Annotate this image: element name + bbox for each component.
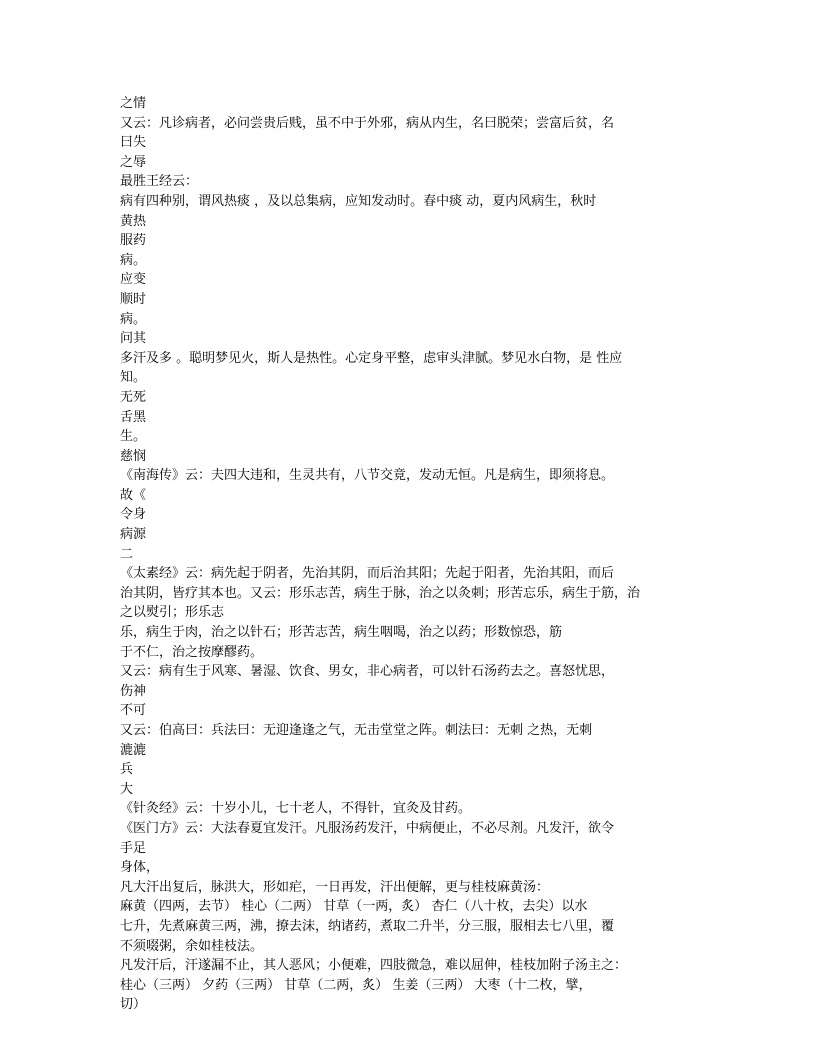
text-line: 服药	[120, 233, 147, 249]
text-line: 曰失	[120, 135, 147, 151]
text-line: 手足	[120, 840, 147, 856]
text-line: 病源	[120, 527, 147, 543]
text-line: 《南海传》云：夫四大违和，生灵共有，八节交竟，发动无恒。凡是病生，即须将息。	[120, 468, 615, 484]
text-line: 无死	[120, 389, 147, 405]
recipe-ingredients: 桂心（三两） 夕药（三两） 甘草（二两，炙） 生姜（三两） 大枣（十二枚，擘，	[120, 977, 592, 993]
text-line: 又云：病有生于风寒、暑湿、饮食、男女，非心病者，可以针石汤药去之。喜怒忧思，	[120, 664, 615, 680]
text-line: 凡发汗后，汗遂漏不止，其人恶风；小便难，四肢微急，难以屈伸，桂枝加附子汤主之：	[120, 958, 628, 974]
text-line: 慈悯	[120, 448, 147, 464]
text-line: 二	[120, 546, 134, 562]
text-line: 乐，病生于肉，治之以针石；形苦志苦，病生咽喝，治之以药；形数惊恐，筋	[120, 625, 563, 641]
text-line: 切）	[120, 997, 147, 1013]
text-line: 黄热	[120, 213, 147, 229]
text-line: 应变	[120, 272, 147, 288]
text-line: 病。	[120, 311, 147, 327]
text-line: 于不仁，治之按摩醪药。	[120, 644, 264, 660]
text-line: 《太素经》云：病先起于阴者，先治其阴，而后治其阳；先起于阳者，先治其阳，而后	[120, 566, 615, 582]
text-line: 舌黑	[120, 409, 147, 425]
text-line: 多汗及多 。聪明梦见火，斯人是热性。心定身平整，虑审头津腻。梦见水白物，是 性应	[120, 350, 623, 366]
text-line: 大	[120, 781, 134, 797]
text-line: 兵	[120, 762, 134, 778]
text-line: 《针灸经》云：十岁小儿，七十老人，不得针，宜灸及甘药。	[120, 801, 472, 817]
text-line: 不须啜粥，余如桂枝法。	[120, 938, 264, 954]
text-line: 《医门方》云：大法春夏宜发汗。凡服汤药发汗，中病便止，不必尽剂。凡发汗，欲令	[120, 820, 615, 836]
text-line: 病有四种别，谓风热痰 ，及以总集病，应知发动时。春中痰 动，夏内风病生，秋时	[120, 193, 597, 209]
text-line: 七升，先煮麻黄三两，沸，撩去沫，纳诸药，煮取二升半，分三服，服相去七八里，覆	[120, 918, 615, 934]
text-line: 伤神	[120, 683, 147, 699]
text-line: 身体，	[120, 860, 160, 876]
text-line: 又云：伯高曰：兵法曰：无迎逢逢之气，无击堂堂之阵。刺法曰：无刺 之热，无刺	[120, 723, 593, 738]
text-line: 问其	[120, 331, 147, 347]
text-line: 病。	[120, 252, 147, 268]
text-line: 之情	[120, 96, 147, 111]
recipe-ingredients: 麻黄（四两，去节） 桂心（二两） 甘草（一两，炙） 杏仁（八十枚，去尖）以水	[120, 899, 588, 915]
text-line: 凡大汗出复后，脉洪大，形如疟，一日再发，汗出便解，更与桂枝麻黄汤：	[120, 879, 550, 895]
section-heading: 最胜王经云：	[120, 174, 199, 190]
text-line: 不可	[120, 703, 147, 719]
text-line: 顺时	[120, 291, 147, 307]
document-page	[120, 94, 700, 1015]
text-line: 故《	[120, 487, 147, 503]
text-line: 治其阴，皆疗其本也。又云：形乐志苦，病生于脉，治之以灸刺；形苦忘乐，病生于筋，治	[120, 585, 641, 601]
text-line: 又云：凡诊病者，必问尝贵后贱，虽不中于外邪，病从内生，名曰脱荣；尝富后贫，名	[120, 115, 615, 131]
text-line: 知。	[120, 370, 147, 386]
text-line: 令身	[120, 507, 147, 523]
text-line: 之以熨引；形乐志	[120, 605, 225, 621]
text-line: 漉漉	[120, 742, 147, 758]
text-line: 之辱	[120, 154, 147, 170]
text-line: 生。	[120, 429, 147, 445]
